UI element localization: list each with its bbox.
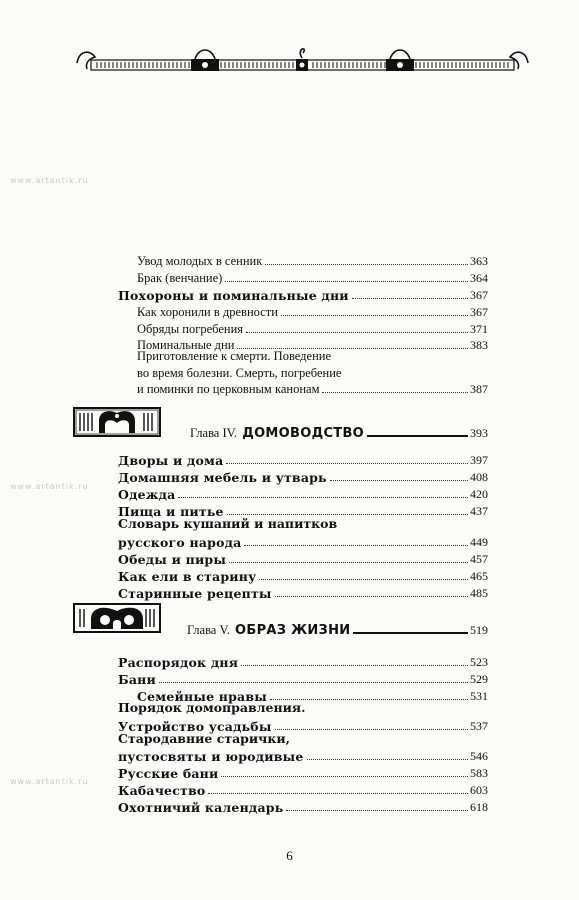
toc-entry-title: Бани <box>118 672 157 687</box>
toc-entry-title-line: Словарь кушаний и напитков <box>118 516 338 531</box>
toc-entry-title: Устройство усадьбы <box>118 719 272 734</box>
dot-leader <box>259 579 468 580</box>
toc-entry-title: Как хоронили в древности <box>137 305 278 319</box>
chapter-label: Глава IV. <box>190 426 238 440</box>
toc-entry-title: Дворы и дома <box>118 453 224 468</box>
toc-entry-title: Как ели в старину <box>118 569 257 584</box>
chapter-ornament-badge <box>73 407 161 437</box>
chapter-rule <box>353 632 468 634</box>
dot-leader <box>286 810 468 811</box>
toc-entry-title: Русские бани <box>118 766 219 781</box>
watermark: www.artantik.ru <box>10 482 89 491</box>
toc-entry-title: Брак (венчание) <box>137 271 223 285</box>
page-number: 6 <box>286 848 293 863</box>
chapter-heading <box>187 620 488 638</box>
toc-entry <box>118 549 488 567</box>
dot-leader <box>307 759 469 760</box>
chapter-title: ДОМОВОДСТВО <box>242 426 365 441</box>
toc-entry-page: 618 <box>470 800 488 814</box>
toc-entry <box>118 780 488 798</box>
chapter-ornament-badge <box>73 603 161 633</box>
toc-entry-page: 531 <box>470 689 488 703</box>
toc-entry-page: 457 <box>470 552 488 566</box>
toc-entry-page: 485 <box>470 586 488 600</box>
toc-entry-title-line: Приготовление к смерти. Поведение <box>137 349 332 363</box>
toc-entry-page: 583 <box>470 766 488 780</box>
toc-entry <box>118 484 488 502</box>
dot-leader <box>246 332 468 333</box>
toc-entry-title: пустосвяты и юродивые <box>118 749 304 764</box>
toc-entry-page: 367 <box>470 288 488 302</box>
dot-leader <box>275 596 468 597</box>
dot-leader <box>227 514 468 515</box>
toc-entry-page: 449 <box>470 535 488 549</box>
toc-entry <box>118 652 488 670</box>
dot-leader <box>352 298 468 299</box>
dot-leader <box>330 480 468 481</box>
toc-entry-page: 523 <box>470 655 488 669</box>
toc-entry-page: 546 <box>470 749 488 763</box>
toc-entry-title-line: во время болезни. Смерть, погребение <box>137 366 342 380</box>
toc-entry-title-line: Порядок домоправления. <box>118 700 306 715</box>
dot-leader <box>281 315 468 316</box>
toc-entry <box>118 450 488 468</box>
toc-entry-title: Распорядок дня <box>118 655 239 670</box>
chapter-page: 393 <box>470 426 488 440</box>
toc-entry <box>118 467 488 485</box>
dot-leader <box>241 665 468 666</box>
toc-entry <box>137 302 488 320</box>
dot-leader <box>226 463 468 464</box>
toc-entry-page: 364 <box>470 271 488 285</box>
toc-entry <box>137 379 488 397</box>
toc-entry-title: Поминальные дни <box>137 338 235 352</box>
toc-entry-page: 363 <box>470 254 488 268</box>
toc-entry-page: 465 <box>470 569 488 583</box>
dot-leader <box>178 497 468 498</box>
toc-entry-title: Обряды погребения <box>137 322 244 336</box>
toc-entry-page: 367 <box>470 305 488 319</box>
dot-leader <box>265 264 468 265</box>
toc-entry-page: 603 <box>470 783 488 797</box>
dot-leader <box>221 776 468 777</box>
dot-leader <box>225 281 468 282</box>
toc-entry <box>118 746 488 764</box>
toc-entry <box>118 285 488 303</box>
toc-entry <box>118 797 488 815</box>
dot-leader <box>229 562 468 563</box>
toc-entry-page: 437 <box>470 504 488 518</box>
toc-entry-title: Охотничий календарь <box>118 800 284 815</box>
toc-entry <box>137 251 488 269</box>
toc-entry-page: 387 <box>470 382 488 396</box>
toc-entry-title: Домашняя мебель и утварь <box>118 470 327 485</box>
dot-leader <box>275 729 468 730</box>
toc-entry-title: Обеды и пиры <box>118 552 227 567</box>
toc-entry-title: Кабачество <box>118 783 206 798</box>
toc-entry <box>118 763 488 781</box>
toc-entry-page: 420 <box>470 487 488 501</box>
dot-leader <box>322 392 468 393</box>
chapter-page: 519 <box>470 623 488 637</box>
chapter-heading <box>190 423 488 441</box>
watermark: www.artantik.ru <box>10 176 89 185</box>
toc-entry-page: 529 <box>470 672 488 686</box>
toc-entry-title: русского народа <box>118 535 242 550</box>
toc-entry-title-line: Стародавние старички, <box>118 731 290 746</box>
toc-entry-title: Одежда <box>118 487 176 502</box>
toc-entry-title: Увод молодых в сенник <box>137 254 263 268</box>
toc-entry <box>118 566 488 584</box>
toc-entry-title: Похороны и поминальные дни <box>118 288 349 303</box>
watermark: www.artantik.ru <box>10 777 89 786</box>
toc-entry <box>118 583 488 601</box>
toc-entry-page: 371 <box>470 322 488 336</box>
toc-entry-title: и поминки по церковным канонам <box>137 382 320 396</box>
toc-entry <box>118 532 488 550</box>
toc-entry-title: Семейные нравы <box>137 689 267 704</box>
dot-leader <box>159 682 468 683</box>
toc-entry-page: 408 <box>470 470 488 484</box>
chapter-rule <box>367 435 468 437</box>
toc-entry-page: 537 <box>470 719 488 733</box>
chapter-title: ОБРАЗ ЖИЗНИ <box>235 623 351 638</box>
toc-entry-title: Старинные рецепты <box>118 586 272 601</box>
dot-leader <box>244 545 468 546</box>
chapter-label: Глава V. <box>187 623 231 637</box>
toc-entry-title: Пища и питье <box>118 504 224 519</box>
dot-leader <box>208 793 468 794</box>
toc-entry <box>118 669 488 687</box>
toc-entry-page: 397 <box>470 453 488 467</box>
toc-entry <box>137 268 488 286</box>
toc-entry-page: 383 <box>470 338 488 352</box>
